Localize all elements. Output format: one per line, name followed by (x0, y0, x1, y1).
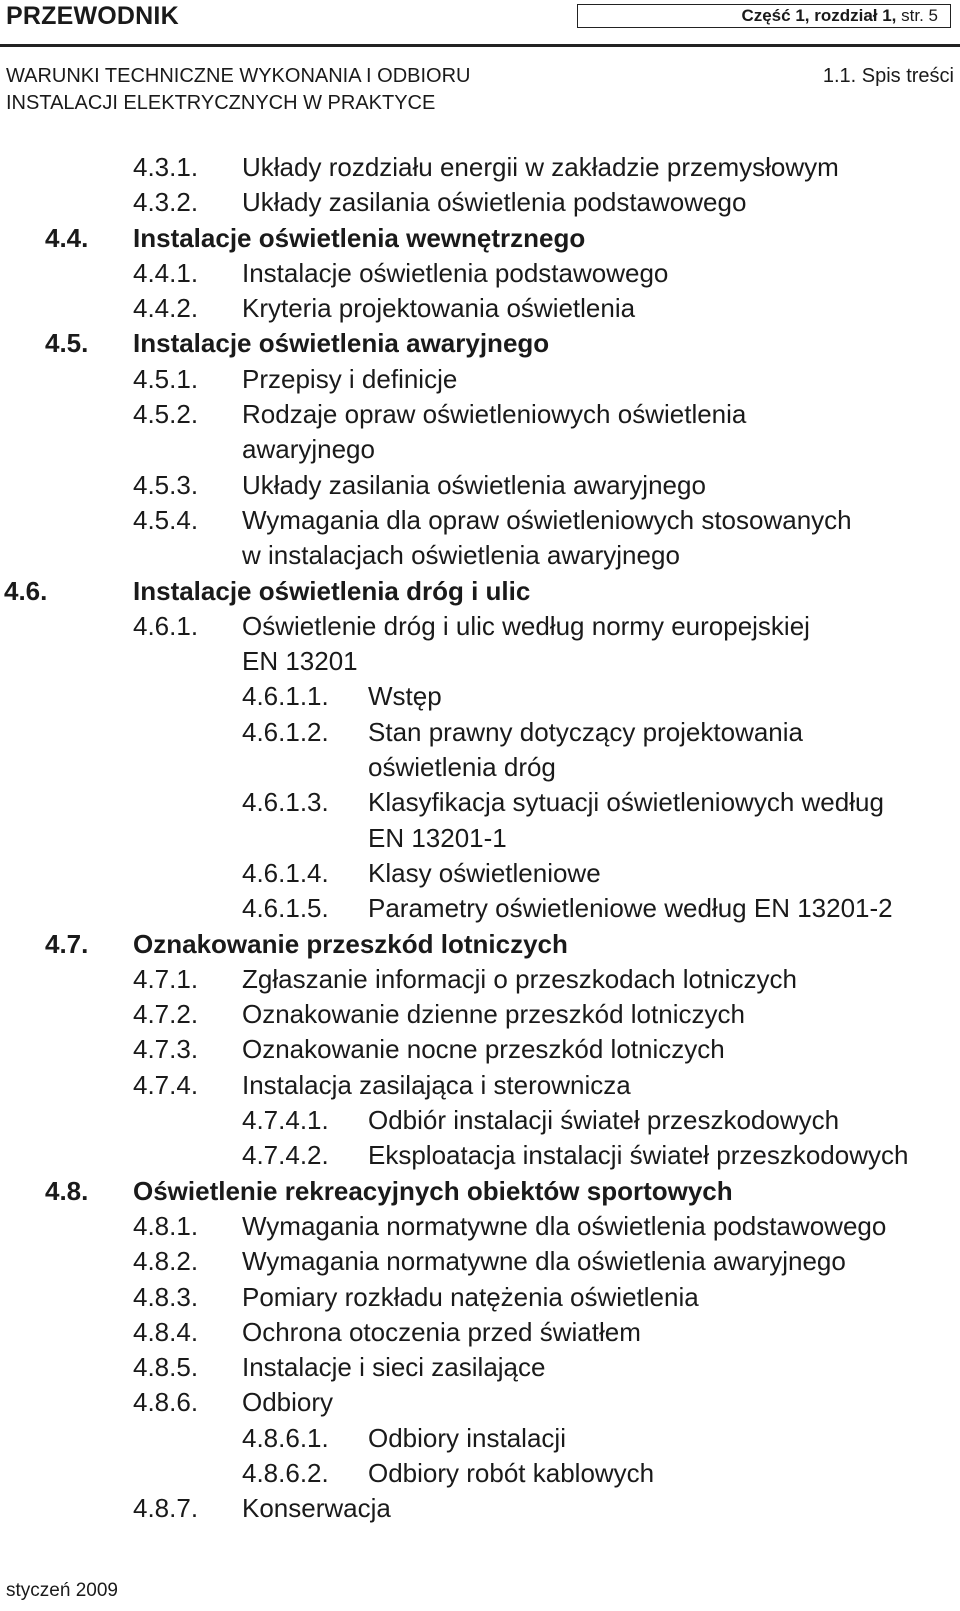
toc-entry-number: 4.6.1.3. (242, 787, 329, 818)
toc-entry (0, 326, 960, 361)
toc-entry (0, 1315, 960, 1350)
toc-entry-number: 4.3.2. (133, 187, 199, 218)
toc-entry (0, 468, 960, 503)
toc-entry (0, 150, 960, 185)
toc-entry-number: 4.4.2. (133, 293, 199, 324)
section-reference: 1.1. Spis treści (822, 65, 954, 87)
toc-entry-title: Odbiory (242, 1387, 334, 1418)
toc-entry (0, 256, 960, 291)
toc-entry-number: 4.5.1. (133, 363, 199, 394)
toc-entry-number: 4.8. (45, 1175, 89, 1206)
toc-entry-title: Instalacje i sieci zasilające (242, 1352, 546, 1383)
toc-entry-title: Klasy oświetleniowe (368, 857, 601, 888)
toc-entry-title: awaryjnego (242, 434, 375, 465)
toc-entry-number: 4.8.6. (133, 1387, 199, 1418)
toc-entry-number: 4.4.1. (133, 257, 199, 288)
toc-entry-title: EN 13201-1 (368, 822, 507, 853)
toc-entry-title: Konserwacja (242, 1493, 391, 1524)
toc-entry-title: EN 13201 (242, 646, 358, 677)
toc-entry-title: Oznakowanie nocne przeszkód lotniczych (242, 1034, 725, 1065)
toc-entry-title: Przepisy i definicje (242, 363, 458, 394)
toc-entry-number: 4.4. (45, 222, 89, 253)
toc-entry-title: Wstęp (368, 681, 442, 712)
toc-entry-number: 4.6.1. (133, 610, 199, 641)
toc-entry (0, 1456, 960, 1491)
toc-entry (0, 1491, 960, 1526)
toc-entry (0, 609, 960, 680)
toc-entry (0, 962, 960, 997)
toc-entry-title: Eksploatacja instalacji świateł przeszkodowych (368, 1140, 909, 1171)
toc-entry-number: 4.7.4.1. (242, 1105, 329, 1136)
toc-entry (0, 1103, 960, 1138)
toc-entry-number: 4.7.3. (133, 1034, 199, 1065)
toc-entry-title: Oznakowanie dzienne przeszkód lotniczych (242, 999, 745, 1030)
toc-entry-number: 4.8.1. (133, 1210, 199, 1241)
toc-entry-title: Rodzaje opraw oświetleniowych oświetlenia (242, 399, 747, 430)
toc-entry-title: Instalacja zasilająca i sterownicza (242, 1069, 631, 1100)
toc-entry-title: Instalacje oświetlenia wewnętrznego (133, 222, 586, 253)
subtitle-line-2: INSTALACJI ELEKTRYCZNYCH W PRAKTYCE (6, 92, 436, 114)
toc-entry (0, 1350, 960, 1385)
toc-entry-number: 4.6.1.4. (242, 857, 329, 888)
toc-entry (0, 1032, 960, 1067)
toc-entry (0, 1244, 960, 1279)
toc-entry (0, 1174, 960, 1209)
toc-entry (0, 997, 960, 1032)
toc-entry-number: 4.6.1.5. (242, 893, 329, 924)
toc-entry-title: Oświetlenie rekreacyjnych obiektów sportowych (133, 1175, 733, 1206)
toc-entry (0, 221, 960, 256)
toc-entry-number: 4.3.1. (133, 152, 199, 182)
toc-entry (0, 362, 960, 397)
toc-entry-number: 4.7.1. (133, 963, 199, 994)
toc-entry-number: 4.8.4. (133, 1316, 199, 1347)
toc-entry-title: Wymagania normatywne dla oświetlenia awaryjnego (242, 1246, 846, 1277)
toc-entry (0, 891, 960, 926)
toc-entry (0, 1385, 960, 1420)
part-label: Część 1, rozdział 1, (741, 6, 897, 25)
toc-entry (0, 1068, 960, 1103)
toc-entry (0, 503, 960, 574)
toc-entry-title: Instalacje oświetlenia dróg i ulic (133, 575, 531, 606)
toc-entry-number: 4.5.2. (133, 399, 199, 430)
toc-entry-title: Odbiory instalacji (368, 1422, 566, 1453)
toc-entry (0, 785, 960, 856)
toc-entry (0, 291, 960, 326)
toc-entry-number: 4.6. (4, 575, 48, 606)
toc-entry-number: 4.8.3. (133, 1281, 199, 1312)
toc-entry (0, 679, 960, 714)
footer-date: styczeń 2009 (6, 1580, 118, 1601)
toc-entry (0, 185, 960, 220)
toc-entry-number: 4.8.6.2. (242, 1457, 329, 1488)
table-of-contents (0, 150, 960, 1527)
toc-entry-title: Wymagania dla opraw oświetleniowych stosowanych (242, 504, 852, 535)
toc-entry-title: Instalacje oświetlenia awaryjnego (133, 328, 550, 359)
toc-entry (0, 397, 960, 468)
toc-entry-number: 4.6.1.2. (242, 716, 329, 747)
page-label: str. 5 (901, 6, 938, 25)
toc-entry-number: 4.7. (45, 928, 89, 959)
toc-entry-title: Wymagania normatywne dla oświetlenia podstawowego (242, 1210, 887, 1241)
toc-entry-number: 4.7.4.2. (242, 1140, 329, 1171)
toc-entry-title: Stan prawny dotyczący projektowania (368, 716, 804, 747)
toc-entry-title: Parametry oświetleniowe według EN 13201-2 (368, 893, 893, 924)
toc-entry-number: 4.8.5. (133, 1352, 199, 1383)
toc-entry-title: Odbiory robót kablowych (368, 1457, 655, 1488)
toc-entry-title: Klasyfikacja sytuacji oświetleniowych według (368, 787, 884, 818)
toc-entry-title: Pomiary rozkładu natężenia oświetlenia (242, 1281, 699, 1312)
toc-entry-title: oświetlenia dróg (368, 752, 556, 783)
toc-entry-title: Układy rozdziału energii w zakładzie przemysłowym (242, 152, 839, 182)
toc-entry-title: Zgłaszanie informacji o przeszkodach lotniczych (242, 963, 797, 994)
toc-entry-title: Układy zasilania oświetlenia awaryjnego (242, 469, 706, 500)
subtitle-line-1: WARUNKI TECHNICZNE WYKONANIA I ODBIORU (6, 65, 471, 87)
publication-subtitle (6, 63, 470, 117)
toc-entry (0, 1280, 960, 1315)
toc-entry-title: Oświetlenie dróg i ulic według normy europejskiej (242, 610, 810, 641)
brand-title: PRZEWODNIK (6, 2, 179, 30)
toc-entry-title: Ochrona otoczenia przed światłem (242, 1316, 641, 1347)
toc-entry (0, 927, 960, 962)
toc-entry-number: 4.6.1.1. (242, 681, 329, 712)
toc-entry-number: 4.5.3. (133, 469, 199, 500)
toc-entry-title: Instalacje oświetlenia podstawowego (242, 257, 669, 288)
toc-entry-number: 4.8.2. (133, 1246, 199, 1277)
toc-entry-number: 4.7.4. (133, 1069, 199, 1100)
toc-entry (0, 715, 960, 786)
toc-entry-number: 4.7.2. (133, 999, 199, 1030)
toc-entry-title: Kryteria projektowania oświetlenia (242, 293, 636, 324)
toc-entry (0, 574, 960, 609)
toc-entry-number: 4.5. (45, 328, 89, 359)
toc-entry-title: w instalacjach oświetlenia awaryjnego (242, 540, 680, 571)
toc-entry-title: Układy zasilania oświetlenia podstawowego (242, 187, 747, 218)
toc-entry (0, 1421, 960, 1456)
part-chapter-box (577, 4, 951, 28)
toc-entry-number: 4.8.6.1. (242, 1422, 329, 1453)
toc-entry (0, 1138, 960, 1173)
toc-entry-number: 4.8.7. (133, 1493, 199, 1524)
toc-entry-number: 4.5.4. (133, 504, 199, 535)
header-divider (0, 44, 960, 47)
toc-entry (0, 856, 960, 891)
toc-entry-title: Odbiór instalacji świateł przeszkodowych (368, 1105, 840, 1136)
toc-entry-title: Oznakowanie przeszkód lotniczych (133, 928, 568, 959)
toc-entry (0, 1209, 960, 1244)
